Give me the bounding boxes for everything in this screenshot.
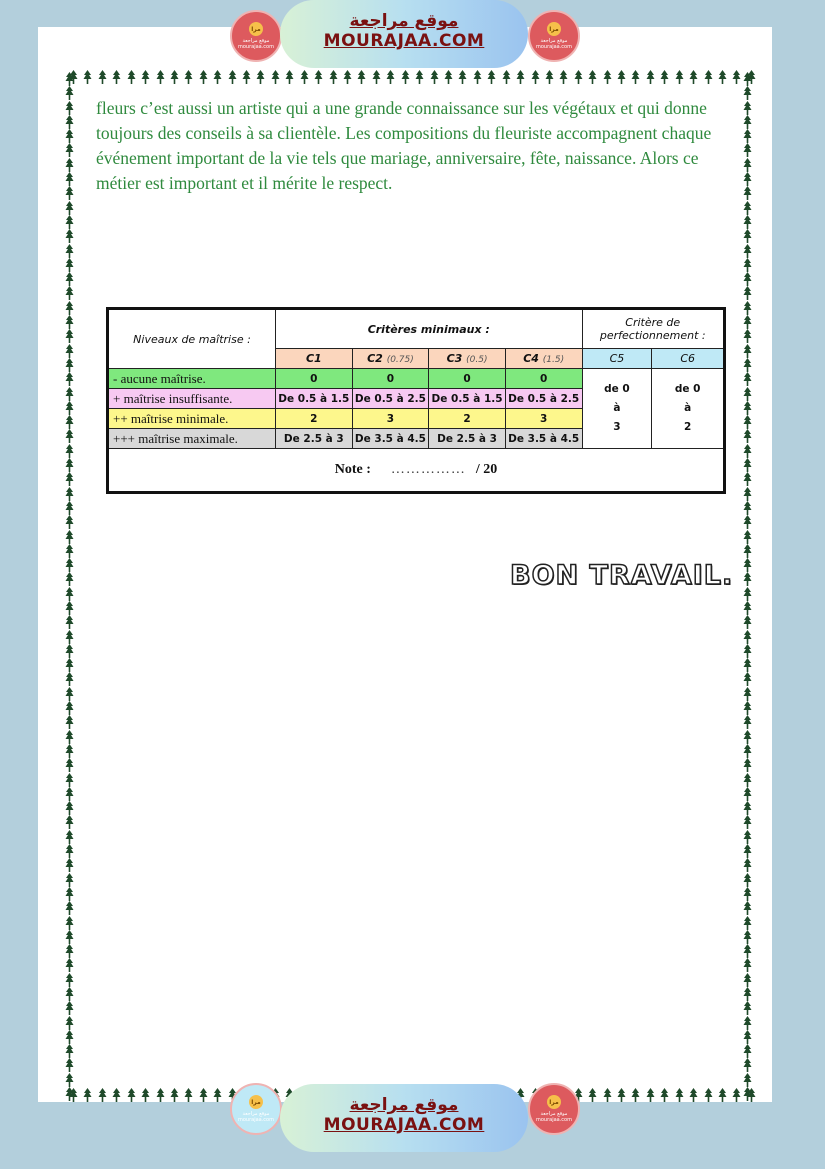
pine-tree-icon	[65, 587, 81, 601]
pine-tree-icon	[65, 272, 81, 286]
pine-tree-icon	[444, 70, 453, 86]
pine-tree-icon	[65, 930, 81, 944]
pine-tree-icon	[213, 1088, 222, 1104]
table-cell: De 2.5 à 3	[276, 429, 353, 449]
c5-range	[582, 369, 652, 449]
border-right	[743, 72, 759, 1102]
pine-tree-icon	[631, 70, 640, 86]
criterion-weight: (0.5)	[466, 355, 488, 365]
banner-domain[interactable]: MOURAJAA.COM	[323, 31, 485, 51]
pine-tree-icon	[65, 830, 81, 844]
pine-tree-icon	[559, 70, 568, 86]
pine-tree-icon	[65, 258, 81, 272]
pine-tree-icon	[743, 186, 759, 200]
border-left	[65, 72, 81, 1102]
pine-tree-icon	[743, 644, 759, 658]
pine-tree-icon	[156, 1088, 165, 1104]
body-paragraph: fleurs c’est aussi un artiste qui a une grande connaissance sur les végétaux et qui donne toujours des conseils à sa clientèle. Les compositions du fleuriste accompagnent chaque événement important de la vie tels que mariage, anniversaire, fête, naissance. Alors ce métier est important et il mérite le respect.	[96, 98, 712, 193]
pine-tree-icon	[646, 1088, 655, 1104]
banner-domain[interactable]: MOURAJAA.COM	[323, 1115, 485, 1135]
pine-tree-icon	[141, 1088, 150, 1104]
pine-tree-icon	[65, 344, 81, 358]
site-banner-top[interactable]	[280, 0, 528, 68]
pine-tree-icon	[743, 930, 759, 944]
pine-tree-icon	[545, 70, 554, 86]
criterion-name: C3	[446, 352, 463, 365]
pine-tree-icon	[743, 544, 759, 558]
pine-tree-icon	[170, 70, 179, 86]
pine-tree-icon	[743, 630, 759, 644]
pine-tree-icon	[256, 70, 265, 86]
pine-tree-icon	[170, 1088, 179, 1104]
pine-tree-icon	[743, 429, 759, 443]
criterion-weight: (0.75)	[386, 355, 414, 365]
table-cell: 2	[429, 409, 506, 429]
logo-line2: mourajaa.com	[535, 44, 572, 50]
level-label: ++ maîtrise minimale.	[108, 409, 276, 429]
pine-tree-icon	[743, 215, 759, 229]
table-cell: 2	[276, 409, 353, 429]
pine-tree-icon	[65, 129, 81, 143]
pine-tree-icon	[65, 672, 81, 686]
pine-tree-icon	[743, 715, 759, 729]
pine-tree-icon	[743, 1030, 759, 1044]
pine-tree-icon	[502, 70, 511, 86]
pine-tree-icon	[574, 70, 583, 86]
pine-tree-icon	[343, 70, 352, 86]
pine-tree-icon	[98, 70, 107, 86]
table-cell: De 0.5 à 2.5	[352, 389, 429, 409]
pine-tree-icon	[743, 472, 759, 486]
pine-tree-icon	[65, 916, 81, 930]
pine-tree-icon	[228, 70, 237, 86]
pine-tree-icon	[743, 286, 759, 300]
pine-tree-icon	[743, 458, 759, 472]
pine-tree-icon	[743, 744, 759, 758]
logo-badge: ﻣﺮﺍ	[249, 22, 263, 36]
pine-tree-icon	[65, 601, 81, 615]
pine-tree-icon	[65, 1016, 81, 1030]
pine-tree-icon	[65, 115, 81, 129]
pine-tree-icon	[743, 415, 759, 429]
pine-tree-icon	[65, 773, 81, 787]
pine-tree-icon	[65, 958, 81, 972]
note-row	[108, 449, 725, 493]
pine-tree-icon	[65, 1030, 81, 1044]
pine-tree-icon	[743, 601, 759, 615]
pine-tree-icon	[112, 1088, 121, 1104]
pine-tree-icon	[65, 501, 81, 515]
pine-tree-icon	[743, 873, 759, 887]
pine-tree-icon	[743, 730, 759, 744]
pine-tree-icon	[743, 787, 759, 801]
pine-tree-icon	[603, 1088, 612, 1104]
pine-tree-icon	[743, 1044, 759, 1058]
pine-tree-icon	[646, 70, 655, 86]
pine-tree-icon	[743, 143, 759, 157]
pine-tree-icon	[743, 329, 759, 343]
logo-line2: mourajaa.com	[535, 1117, 572, 1123]
criterion-name: C6	[680, 352, 696, 365]
logo-badge: ﻣﺮﺍ	[547, 22, 561, 36]
logo-badge: ﻣﺮﺍ	[249, 1095, 263, 1109]
border-top	[69, 70, 756, 86]
pine-tree-icon	[743, 701, 759, 715]
pine-tree-icon	[743, 158, 759, 172]
table-cell: 0	[352, 369, 429, 389]
logo-line1: موقع مراجعة	[242, 1111, 270, 1117]
pine-tree-icon	[631, 1088, 640, 1104]
pine-tree-icon	[65, 901, 81, 915]
logo-line2: mourajaa.com	[237, 1117, 274, 1123]
pine-tree-icon	[65, 401, 81, 415]
pine-tree-icon	[743, 1058, 759, 1072]
pine-tree-icon	[65, 530, 81, 544]
table-cell: De 3.5 à 4.5	[505, 429, 582, 449]
level-label: - aucune maîtrise.	[108, 369, 276, 389]
pine-tree-icon	[743, 344, 759, 358]
table-cell: 3	[352, 409, 429, 429]
pine-tree-icon	[743, 244, 759, 258]
pine-tree-icon	[83, 70, 92, 86]
pine-tree-icon	[743, 72, 759, 86]
pine-tree-icon	[65, 487, 81, 501]
pine-tree-icon	[199, 70, 208, 86]
pine-tree-icon	[285, 70, 294, 86]
criterion-name: C2	[367, 352, 383, 365]
pine-tree-icon	[98, 1088, 107, 1104]
pine-tree-icon	[743, 858, 759, 872]
logo-line2: mourajaa.com	[237, 44, 274, 50]
pine-tree-icon	[65, 844, 81, 858]
pine-tree-icon	[65, 687, 81, 701]
pine-tree-icon	[127, 70, 136, 86]
pine-tree-icon	[65, 429, 81, 443]
pine-tree-icon	[65, 615, 81, 629]
pine-tree-icon	[617, 1088, 626, 1104]
pine-tree-icon	[743, 487, 759, 501]
pine-tree-icon	[704, 1088, 713, 1104]
pine-tree-icon	[65, 1044, 81, 1058]
pine-tree-icon	[271, 70, 280, 86]
pine-tree-icon	[65, 458, 81, 472]
pine-tree-icon	[65, 143, 81, 157]
pine-tree-icon	[743, 916, 759, 930]
table-cell: 0	[276, 369, 353, 389]
pine-tree-icon	[65, 72, 81, 86]
range-from: de 0	[674, 383, 701, 395]
site-logo-icon[interactable]	[528, 10, 580, 62]
pine-tree-icon	[65, 873, 81, 887]
pine-tree-icon	[732, 70, 741, 86]
pine-tree-icon	[65, 444, 81, 458]
logo-line1: موقع مراجعة	[540, 1111, 568, 1117]
pine-tree-icon	[156, 70, 165, 86]
pine-tree-icon	[743, 615, 759, 629]
pine-tree-icon	[127, 1088, 136, 1104]
pine-tree-icon	[743, 129, 759, 143]
pine-tree-icon	[65, 973, 81, 987]
pine-tree-icon	[743, 444, 759, 458]
pine-tree-icon	[65, 1087, 81, 1101]
pine-tree-icon	[65, 315, 81, 329]
pine-tree-icon	[743, 101, 759, 115]
pine-tree-icon	[65, 415, 81, 429]
note-dots: ……………	[390, 462, 466, 477]
note-total: / 20	[475, 462, 498, 477]
criterion-c1	[276, 349, 353, 369]
pine-tree-icon	[675, 70, 684, 86]
criterion-c3	[429, 349, 506, 369]
pine-tree-icon	[65, 372, 81, 386]
pine-tree-icon	[689, 1088, 698, 1104]
table-cell: De 0.5 à 1.5	[276, 389, 353, 409]
pine-tree-icon	[743, 758, 759, 772]
pine-tree-icon	[743, 272, 759, 286]
level-label: +++ maîtrise maximale.	[108, 429, 276, 449]
pine-tree-icon	[65, 158, 81, 172]
pine-tree-icon	[743, 172, 759, 186]
range-sep: à	[613, 402, 621, 414]
pine-tree-icon	[617, 70, 626, 86]
pine-tree-icon	[743, 201, 759, 215]
pine-tree-icon	[65, 1058, 81, 1072]
site-banner-bottom[interactable]	[280, 1084, 528, 1152]
pine-tree-icon	[65, 658, 81, 672]
pine-tree-icon	[458, 70, 467, 86]
pine-tree-icon	[588, 1088, 597, 1104]
pine-tree-icon	[743, 587, 759, 601]
pine-tree-icon	[65, 172, 81, 186]
pine-tree-icon	[314, 70, 323, 86]
pine-tree-icon	[743, 372, 759, 386]
pine-tree-icon	[732, 1088, 741, 1104]
pine-tree-icon	[743, 315, 759, 329]
assessment-grid	[106, 307, 726, 494]
range-from: de 0	[604, 383, 630, 395]
pine-tree-icon	[743, 844, 759, 858]
pine-tree-icon	[743, 815, 759, 829]
criterion-c2	[352, 349, 429, 369]
logo-line1: موقع مراجعة	[242, 38, 270, 44]
pine-tree-icon	[65, 987, 81, 1001]
c6-range	[652, 369, 725, 449]
pine-tree-icon	[65, 644, 81, 658]
pine-tree-icon	[588, 70, 597, 86]
pine-tree-icon	[743, 801, 759, 815]
banner-arabic: موقع مراجعة	[349, 1095, 459, 1115]
pine-tree-icon	[743, 973, 759, 987]
pine-tree-icon	[300, 70, 309, 86]
pine-tree-icon	[603, 70, 612, 86]
range-sep: à	[684, 402, 692, 414]
pine-tree-icon	[430, 70, 439, 86]
pine-tree-icon	[242, 70, 251, 86]
criterion-name: C4	[523, 352, 539, 365]
pine-tree-icon	[743, 944, 759, 958]
pine-tree-icon	[743, 830, 759, 844]
pine-tree-icon	[65, 201, 81, 215]
criterion-c5	[582, 349, 652, 369]
pine-tree-icon	[743, 1087, 759, 1101]
pine-tree-icon	[65, 758, 81, 772]
table-cell: 3	[505, 409, 582, 429]
pine-tree-icon	[743, 387, 759, 401]
pine-tree-icon	[401, 70, 410, 86]
pine-tree-icon	[213, 70, 222, 86]
pine-tree-icon	[65, 544, 81, 558]
pine-tree-icon	[65, 244, 81, 258]
pine-tree-icon	[743, 672, 759, 686]
pine-tree-icon	[112, 70, 121, 86]
range-to: 3	[613, 421, 621, 433]
pine-tree-icon	[65, 286, 81, 300]
pine-tree-icon	[743, 301, 759, 315]
pine-tree-icon	[743, 115, 759, 129]
pine-tree-icon	[65, 715, 81, 729]
criterion-weight: (1.5)	[542, 355, 565, 365]
table-cell: De 3.5 à 4.5	[352, 429, 429, 449]
pine-tree-icon	[660, 70, 669, 86]
site-logo-icon[interactable]	[230, 10, 282, 62]
table-cell: 0	[429, 369, 506, 389]
pine-tree-icon	[65, 387, 81, 401]
pine-tree-icon	[65, 730, 81, 744]
pine-tree-icon	[743, 1001, 759, 1015]
pine-tree-icon	[65, 301, 81, 315]
pine-tree-icon	[487, 70, 496, 86]
pine-tree-icon	[718, 1088, 727, 1104]
level-label: + maîtrise insuffisante.	[108, 389, 276, 409]
pine-tree-icon	[743, 558, 759, 572]
criterion-name: C5	[609, 352, 625, 365]
pine-tree-icon	[743, 901, 759, 915]
pine-tree-icon	[743, 501, 759, 515]
pine-tree-icon	[743, 687, 759, 701]
table-cell: De 0.5 à 2.5	[505, 389, 582, 409]
pine-tree-icon	[199, 1088, 208, 1104]
pine-tree-icon	[65, 101, 81, 115]
pine-tree-icon	[386, 70, 395, 86]
pine-tree-icon	[65, 858, 81, 872]
pine-tree-icon	[660, 1088, 669, 1104]
pine-tree-icon	[65, 787, 81, 801]
pine-tree-icon	[65, 358, 81, 372]
pine-tree-icon	[743, 572, 759, 586]
criterion-c4	[505, 349, 582, 369]
criterion-name: C1	[305, 352, 322, 365]
pine-tree-icon	[531, 70, 540, 86]
pine-tree-icon	[516, 70, 525, 86]
table-cell: De 0.5 à 1.5	[429, 389, 506, 409]
pine-tree-icon	[329, 70, 338, 86]
pine-tree-icon	[65, 815, 81, 829]
pine-tree-icon	[357, 70, 366, 86]
pine-tree-icon	[743, 86, 759, 100]
pine-tree-icon	[743, 401, 759, 415]
site-logo-icon[interactable]	[528, 1083, 580, 1135]
criterion-c6	[652, 349, 725, 369]
pine-tree-icon	[65, 515, 81, 529]
pine-tree-icon	[141, 70, 150, 86]
pine-tree-icon	[83, 1088, 92, 1104]
pine-tree-icon	[65, 944, 81, 958]
pine-tree-icon	[743, 1073, 759, 1087]
pine-tree-icon	[372, 70, 381, 86]
pine-tree-icon	[65, 701, 81, 715]
pine-tree-icon	[65, 229, 81, 243]
banner-arabic: موقع مراجعة	[349, 11, 459, 31]
pine-tree-icon	[473, 70, 482, 86]
pine-tree-icon	[743, 258, 759, 272]
pine-tree-icon	[65, 630, 81, 644]
range-to: 2	[684, 421, 692, 433]
logo-line1: موقع مراجعة	[540, 38, 568, 44]
pine-tree-icon	[184, 1088, 193, 1104]
pine-tree-icon	[65, 1001, 81, 1015]
closing-message: BON TRAVAIL.	[510, 560, 734, 591]
pine-tree-icon	[689, 70, 698, 86]
pine-tree-icon	[415, 70, 424, 86]
pine-tree-icon	[65, 572, 81, 586]
levels-header: Niveaux de maîtrise :	[108, 309, 276, 369]
pine-tree-icon	[743, 958, 759, 972]
note-label: Note :	[334, 462, 371, 477]
pine-tree-icon	[743, 358, 759, 372]
pine-tree-icon	[65, 86, 81, 100]
pine-tree-icon	[65, 186, 81, 200]
pine-tree-icon	[675, 1088, 684, 1104]
pine-tree-icon	[65, 215, 81, 229]
table-cell: De 2.5 à 3	[429, 429, 506, 449]
pine-tree-icon	[65, 887, 81, 901]
pine-tree-icon	[65, 558, 81, 572]
pine-tree-icon	[184, 70, 193, 86]
pine-tree-icon	[65, 1073, 81, 1087]
pine-tree-icon	[743, 515, 759, 529]
pine-tree-icon	[65, 801, 81, 815]
pine-tree-icon	[743, 987, 759, 1001]
pine-tree-icon	[743, 887, 759, 901]
pine-tree-icon	[743, 1016, 759, 1030]
pine-tree-icon	[743, 658, 759, 672]
pine-tree-icon	[718, 70, 727, 86]
pine-tree-icon	[65, 329, 81, 343]
pine-tree-icon	[704, 70, 713, 86]
perf-criteria-header: Critère de perfectionnement :	[582, 309, 725, 349]
pine-tree-icon	[65, 744, 81, 758]
pine-tree-icon	[743, 773, 759, 787]
pine-tree-icon	[743, 229, 759, 243]
pine-tree-icon	[65, 472, 81, 486]
site-logo-icon[interactable]	[230, 1083, 282, 1135]
pine-tree-icon	[743, 530, 759, 544]
table-cell: 0	[505, 369, 582, 389]
min-criteria-header: Critères minimaux :	[276, 309, 583, 349]
logo-badge: ﻣﺮﺍ	[547, 1095, 561, 1109]
